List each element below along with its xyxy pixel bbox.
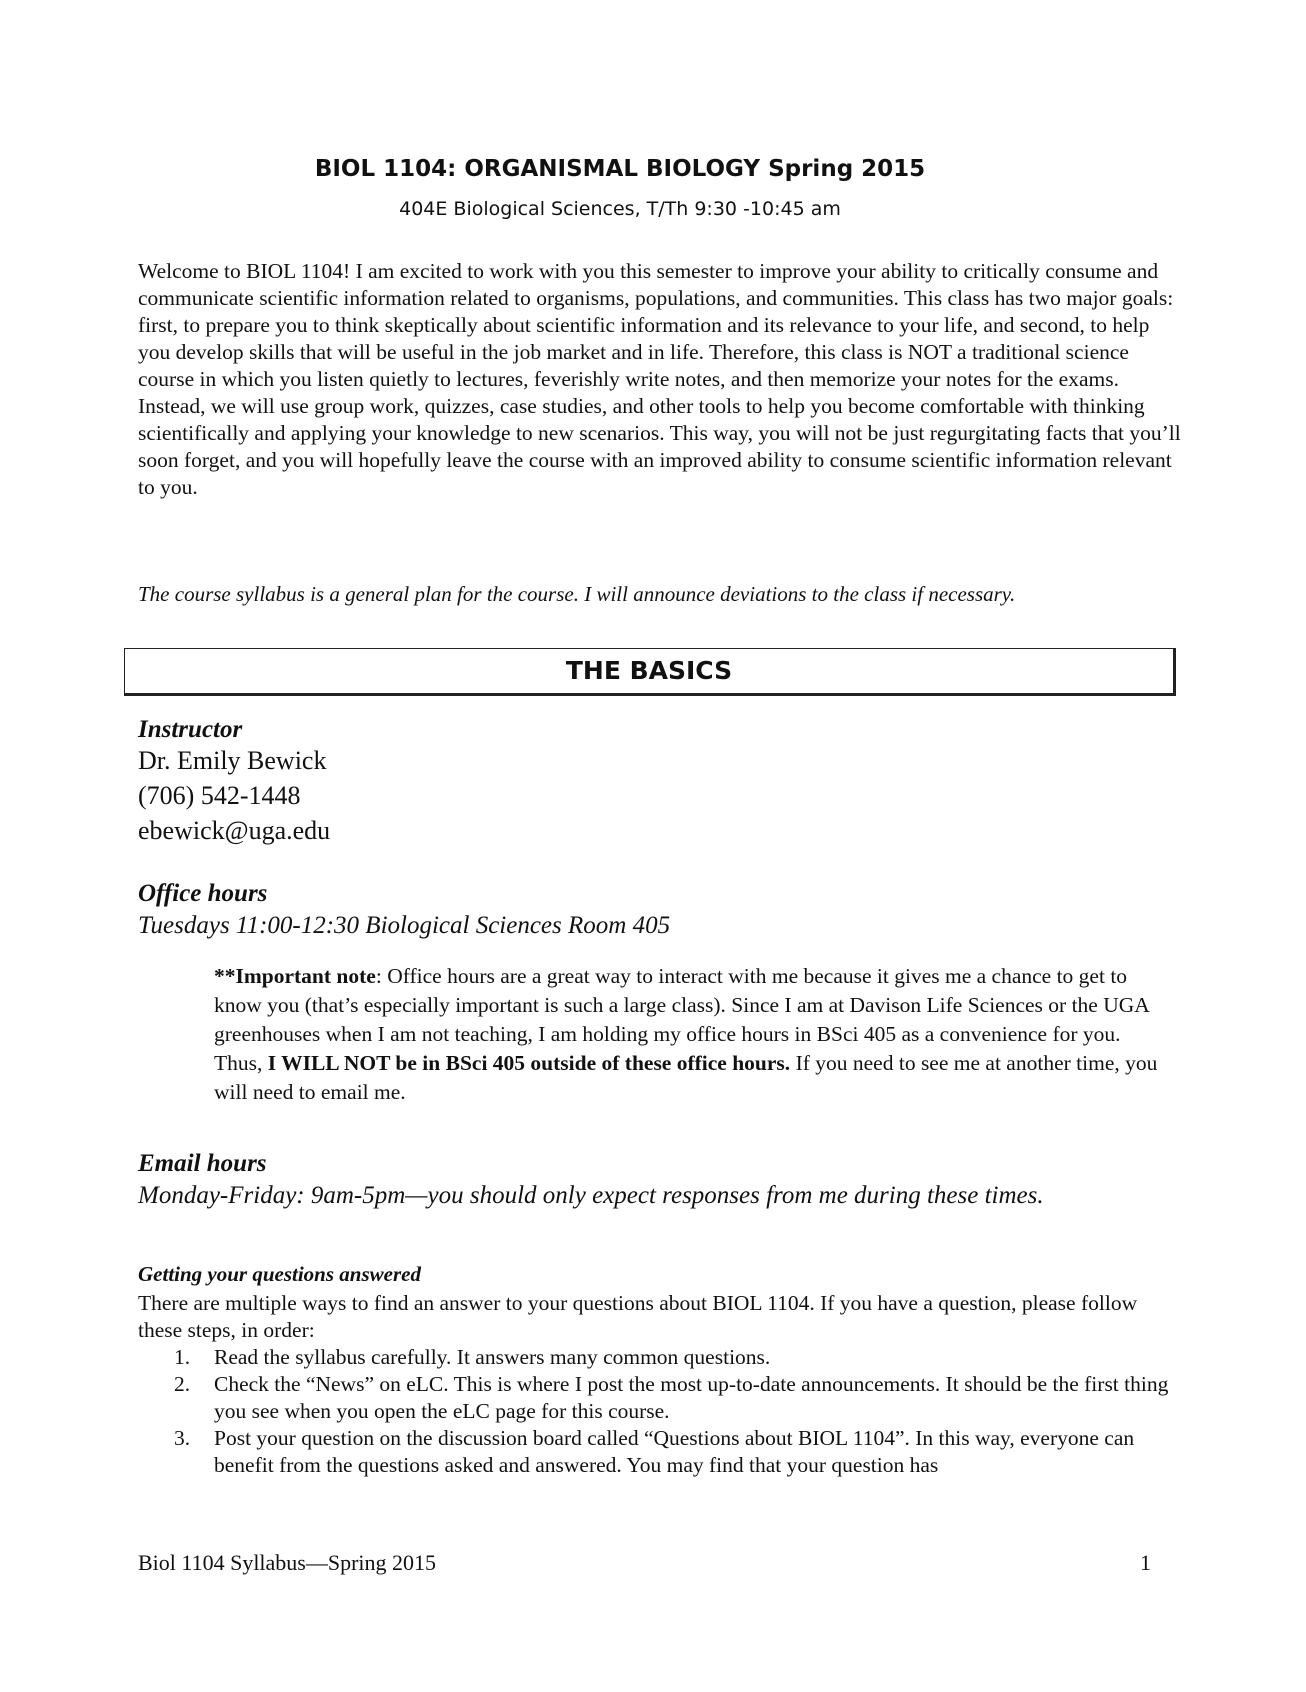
footer-title: Biol 1104 Syllabus—Spring 2015	[138, 1550, 437, 1575]
important-note-label: **Important note	[214, 964, 376, 988]
important-note-text: : Office hours are a great way to interact with me because it gives me a chance to get to know you (that’s especially important is such a large class). Since I am at Davison Life Sciences or the UGA greenhouses when I am not teaching, I am holding my office hours in BSci 405 as a convenience for you.	[214, 964, 1149, 1046]
office-hours-time: Tuesdays 11:00-12:30 Biological Sciences Room 405	[138, 912, 671, 939]
document-title: BIOL 1104: ORGANISMAL BIOLOGY Spring 2015	[314, 156, 926, 182]
basics-heading-box	[124, 648, 1176, 696]
questions-steps-list	[138, 1344, 1183, 1479]
instructor-email[interactable]: ebewick@uga.edu	[138, 816, 331, 845]
list-item	[138, 1344, 1183, 1371]
document-subtitle: 404E Biological Sciences, T/Th 9:30 -10:45 am	[399, 198, 841, 220]
list-item-number: 2.	[174, 1372, 191, 1396]
thus-start: Thus,	[214, 1051, 268, 1075]
email-hours-heading: Email hours	[138, 1150, 267, 1177]
instructor-phone: (706) 542-1448	[138, 781, 301, 810]
thus-bold: I WILL NOT be in BSci 405 outside of these office hours.	[267, 1051, 791, 1075]
office-hours-heading: Office hours	[138, 880, 268, 907]
intro-paragraph: Welcome to BIOL 1104! I am excited to work with you this semester to improve your ability to critically consume and communicate scientific information related to organisms, populations, and communities. This class has two major goals: first, to prepare you to think skeptically about scientific information and its relevance to your life, and second, to help you develop skills that will be useful in the job market and in life. Therefore, this class is NOT a traditional science course in which you listen quietly to lectures, feverishly write notes, and then memorize your notes for the exams. Instead, we will use group work, quizzes, case studies, and other tools to help you become comfortable with thinking scientifically and applying your knowledge to new scenarios. This way, you will not be just regurgitating facts that you’ll soon forget, and you will hopefully leave the course with an improved ability to consume scientific information relevant to you.	[138, 259, 1181, 499]
important-note-paragraph	[214, 962, 1174, 1049]
list-item-number: 1.	[174, 1345, 191, 1369]
instructor-heading: Instructor	[138, 716, 243, 743]
list-item	[138, 1371, 1183, 1425]
instructor-name: Dr. Emily Bewick	[138, 746, 327, 775]
list-item-number: 3.	[174, 1426, 191, 1450]
thus-paragraph	[214, 1049, 1174, 1107]
list-item	[138, 1425, 1183, 1479]
list-item-text: Check the “News” on eLC. This is where I post the most up-to-date announcements. It should be the first thing you see when you open the eLC page for this course.	[214, 1372, 1169, 1423]
list-item-text: Post your question on the discussion board called “Questions about BIOL 1104”. In this way, everyone can benefit from the questions asked and answered. You may find that your question has	[214, 1426, 1135, 1477]
office-hours-note	[214, 962, 1174, 1107]
list-item-text: Read the syllabus carefully. It answers many common questions.	[214, 1345, 771, 1369]
page-number: 1	[1140, 1550, 1151, 1575]
questions-heading: Getting your questions answered	[138, 1262, 421, 1286]
thus-end: If you need to see me at another time, you will need to email me.	[214, 1051, 1158, 1104]
questions-intro: There are multiple ways to find an answer to your questions about BIOL 1104. If you have a question, please follow these steps, in order:	[138, 1291, 1138, 1342]
syllabus-disclaimer: The course syllabus is a general plan for the course. I will announce deviations to the class if necessary.	[138, 582, 1016, 606]
email-hours-text: Monday-Friday: 9am-5pm—you should only expect responses from me during these times.	[138, 1182, 1044, 1209]
basics-heading: THE BASICS	[565, 656, 733, 685]
